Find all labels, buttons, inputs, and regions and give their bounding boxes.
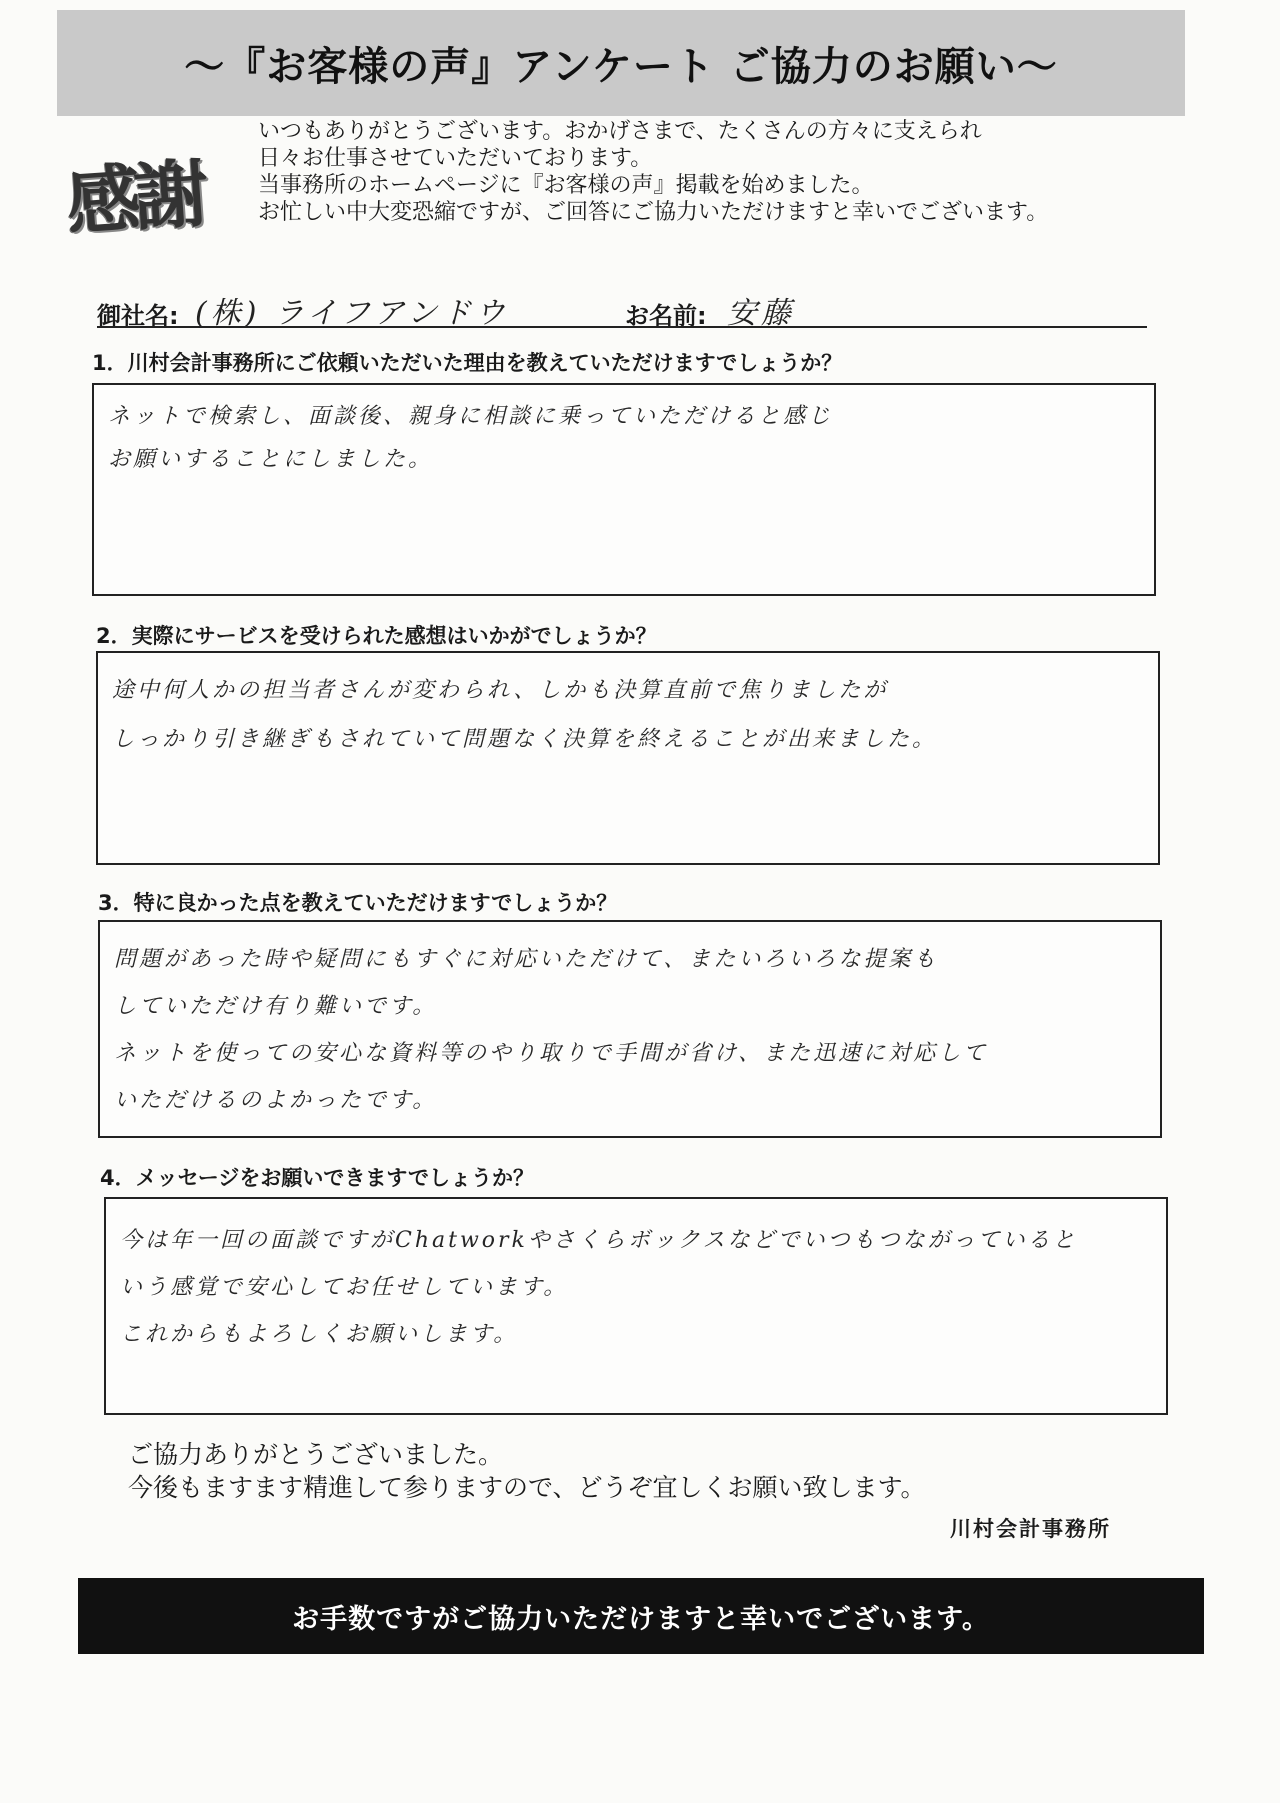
intro-line: いつもありがとうございます。おかげさまで、たくさんの方々に支えられ: [258, 119, 982, 144]
answer-line: いただけるのよかったです。: [114, 1088, 438, 1113]
name-label: お名前:: [625, 302, 707, 330]
answer-line: 今は年一回の面談ですがChatworkやさくらボックスなどでいつもつながっていると: [120, 1228, 1078, 1253]
footer-band: [78, 1578, 1204, 1654]
answer-line: いう感覚で安心してお任せしています。: [120, 1275, 569, 1300]
question-2-label: 2．実際にサービスを受けられた感想はいかがでしょうか？: [96, 624, 657, 648]
name-field[interactable]: 安藤: [727, 296, 795, 331]
answer-line: ネットを使っての安心な資料等のやり取りで手間が省け、また迅速に対応して: [114, 1041, 989, 1066]
respondent-row: [97, 292, 1147, 331]
intro-line: 日々お仕事させていただいております。: [258, 146, 653, 171]
page-title: ～『お客様の声』アンケート ご協力のお願い～: [184, 43, 1058, 90]
answer-4-box[interactable]: [104, 1197, 1168, 1415]
answer-line: お願いすることにしました。: [108, 447, 434, 472]
answer-line: しっかり引き継ぎもされていて問題なく決算を終えることが出来ました。: [112, 727, 938, 752]
answer-3-box[interactable]: [98, 920, 1162, 1138]
respondent-underline: [97, 326, 1147, 328]
answer-2-box[interactable]: [96, 651, 1160, 865]
office-name: 川村会計事務所: [950, 1517, 1111, 1541]
header-band: [57, 10, 1185, 116]
closing-line: ご協力ありがとうございました。: [128, 1440, 504, 1469]
answer-line: 問題があった時や疑問にもすぐに対応いただけて、またいろいろな提案も: [114, 947, 939, 972]
question-1-label: 1．川村会計事務所にご依頼いただいた理由を教えていただけますでしょうか？: [92, 351, 843, 375]
answer-line: これからもよろしくお願いします。: [120, 1322, 519, 1347]
answer-1-box[interactable]: [92, 383, 1156, 596]
intro-text: [258, 118, 1218, 226]
closing-message: [128, 1438, 926, 1504]
answer-line: 途中何人かの担当者さんが変わられ、しかも決算直前で焦りましたが: [112, 678, 889, 703]
intro-line: 当事務所のホームページに『お客様の声』掲載を始めました。: [258, 173, 874, 198]
question-4-label: 4．メッセージをお願いできますでしょうか？: [100, 1166, 534, 1190]
company-field[interactable]: (株) ライフアンドウ: [195, 296, 509, 331]
answer-line: ネットで検索し、面談後、親身に相談に乗っていただけると感じ: [108, 404, 834, 429]
question-3-label: 3．特に良かった点を教えていただけますでしょうか？: [98, 891, 618, 915]
footer-text: お手数ですがご協力いただけますと幸いでございます。: [292, 1603, 990, 1635]
closing-line: 今後もますます精進して参りますので、どうぞ宜しくお願い致します。: [128, 1473, 926, 1502]
intro-line: お忙しい中大変恐縮ですが、ご回答にご協力いただけますと幸いでございます。: [258, 200, 1049, 225]
company-label: 御社名:: [97, 302, 179, 330]
answer-line: していただけ有り難いです。: [114, 994, 438, 1019]
kansha-calligraphy-stamp: 感謝: [63, 151, 206, 247]
